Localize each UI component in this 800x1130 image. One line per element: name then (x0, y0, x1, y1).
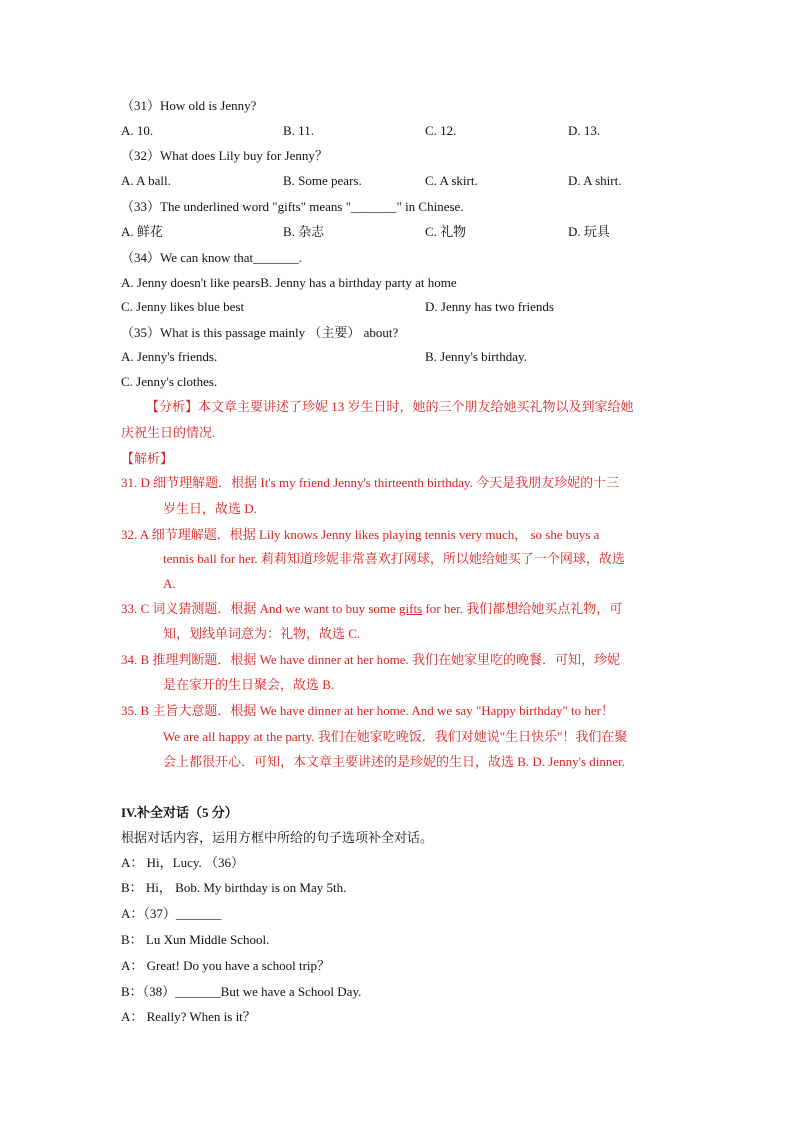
underlined-word-gifts: gifts (399, 601, 423, 616)
q31-option-a: A. 10. (121, 123, 154, 138)
q32-option-b: B. Some pears. (283, 173, 362, 188)
section-4-instruction: 根据对话内容，运用方框中所给的句子选项补全对话。 (121, 830, 434, 845)
dialogue-line-5: A： Great! Do you have a school trip？ (121, 958, 331, 973)
answer-33-line-1 (121, 600, 622, 618)
q32-stem: （32）What does Lily buy for Jenny？ (121, 148, 328, 163)
dialogue-line-1: A： Hi，Lucy. （36） (121, 855, 245, 870)
q33-option-b: B. 杂志 (283, 224, 325, 239)
answer-32-line-2: tennis ball for her. 莉莉知道珍妮非常喜欢打网球，所以她给她买了一个网球，故选 (163, 551, 625, 566)
q32-option-c: C. A skirt. (425, 173, 478, 188)
dialogue-line-6: B：（38）_______But we have a School Day. (121, 984, 362, 999)
q33-option-a: A. 鲜花 (121, 224, 163, 239)
q32-option-d: D. A shirt. (568, 173, 622, 188)
dialogue-line-3: A：（37）_______ (121, 906, 222, 921)
section-4-title: IV.补全对话（5 分） (121, 805, 238, 820)
answer-32-line-1: 32. A 细节理解题．根据 Lily knows Jenny likes playing tennis very much， so she buys a (121, 527, 600, 542)
answer-31-line-1: 31. D 细节理解题．根据 It's my friend Jenny's thirteenth birthday. 今天是我朋友珍妮的十三 (121, 475, 620, 490)
analysis-heading: 【解析】 (121, 451, 174, 466)
analysis-line-1: 【分析】本文章主要讲述了珍妮 13 岁生日时，她的三个朋友给她买礼物以及到家给她 (146, 399, 634, 414)
dialogue-line-7: A： Really? When is it？ (121, 1009, 256, 1024)
q35-stem: （35）What is this passage mainly （主要） about? (121, 325, 399, 340)
answer-35-line-3: 会上都很开心．可知，本文章主要讲述的是珍妮的生日，故选 B. D. Jenny's dinner. (163, 754, 626, 769)
answer-34-line-2: 是在家开的生日聚会，故选 B. (163, 677, 335, 692)
q33-stem: （33）The underlined word "gifts" means "_______" in Chinese. (121, 199, 464, 214)
q34-stem: （34）We can know that_______. (121, 250, 302, 265)
q35-option-c: C. Jenny's clothes. (121, 374, 218, 389)
q35-option-b: B. Jenny's birthday. (425, 349, 527, 364)
answer-31-line-2: 岁生日，故选 D. (163, 501, 257, 516)
q32-option-a: A. A ball. (121, 173, 171, 188)
q33-option-d: D. 玩具 (568, 224, 610, 239)
q31-stem: （31）How old is Jenny? (121, 98, 257, 113)
q34-option-b: B. Jenny has a birthday party at home (260, 275, 457, 290)
q34-option-a-b (121, 274, 457, 292)
answer-33-post: for her. 我们都想给她买点礼物，可 (422, 601, 623, 616)
answer-32-line-3: A. (163, 576, 176, 591)
answer-35-line-1: 35. B 主旨大意题．根据 We have dinner at her home. And we say "Happy birthday" to her！ (121, 703, 614, 718)
q34-option-a: A. Jenny doesn't like pears (121, 275, 261, 290)
dialogue-line-2: B： Hi， Bob. My birthday is on May 5th. (121, 880, 347, 895)
dialogue-line-4: B： Lu Xun Middle School. (121, 932, 270, 947)
answer-33-pre: 33. C 词义猜测题．根据 And we want to buy some (121, 601, 400, 616)
q31-option-c: C. 12. (425, 123, 457, 138)
q35-option-a: A. Jenny's friends. (121, 349, 218, 364)
answer-34-line-1: 34. B 推理判断题．根据 We have dinner at her home. 我们在她家里吃的晚餐．可知，珍妮 (121, 652, 621, 667)
answer-35-line-2: We are all happy at the party. 我们在她家吃晚饭．我们对她说"生日快乐"！我们在聚 (163, 729, 628, 744)
q31-option-b: B. 11. (283, 123, 314, 138)
answer-33-line-2: 知，划线单词意为：礼物，故选 C. (163, 626, 361, 641)
q33-option-c: C. 礼物 (425, 224, 467, 239)
q31-option-d: D. 13. (568, 123, 601, 138)
q34-option-c: C. Jenny likes blue best (121, 299, 245, 314)
analysis-line-2: 庆祝生日的情况. (121, 425, 216, 440)
q34-option-d: D. Jenny has two friends (425, 299, 554, 314)
